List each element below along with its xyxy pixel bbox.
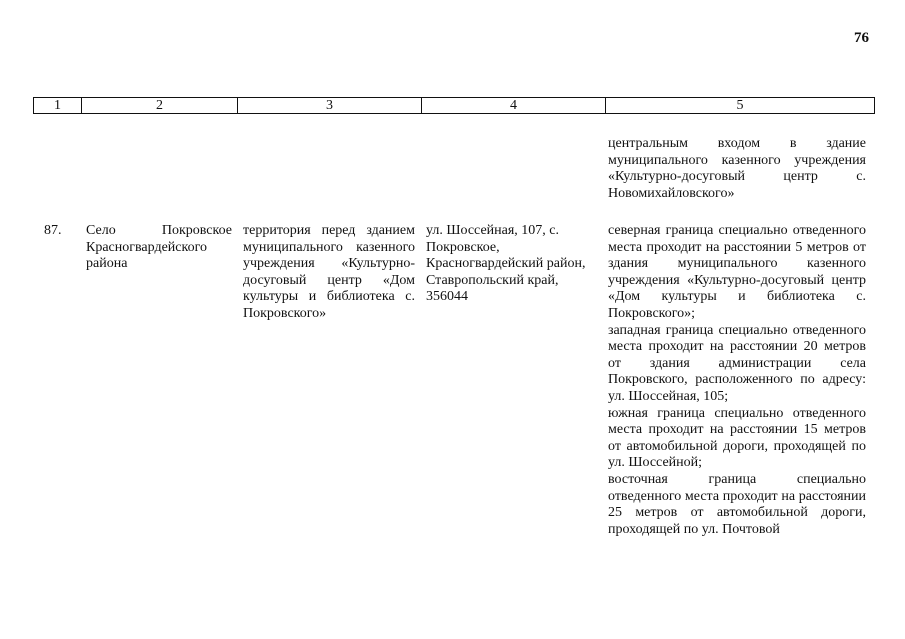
header-row	[34, 98, 875, 114]
column-number-header	[33, 97, 875, 114]
boundary-north: северная граница специально отведенного места проходит на расстоянии 5 метров от здания муниципального казенного учреждения «Культурно-досуговый центр «Дом культуры и библиотека с. Покровского»;	[608, 223, 866, 321]
boundaries-description	[608, 223, 866, 538]
boundary-west: западная граница специально отведенного места проходит на расстоянии 20 метров от здания администрации села Покровского, расположенного по адресу: ул. Шоссейная, 105;	[608, 322, 866, 404]
page-number: 76	[854, 30, 869, 46]
row-number: 87.	[44, 223, 62, 238]
header-col-1: 1	[34, 98, 82, 114]
header-col-5: 5	[606, 98, 875, 114]
continued-boundary-text: центральным входом в здание муниципального казенного учреждения «Культурно-досуговый центр с. Новомихайловского»	[608, 136, 866, 201]
boundary-east: восточная граница специально отведенного места проходит на расстоянии 25 метров от автомобильной дороги, проходящей по ул. Почтовой	[608, 471, 866, 537]
header-col-3: 3	[238, 98, 422, 114]
settlement-name: Село Покровское Красногвардейского района	[86, 223, 232, 272]
territory-description: территория перед зданием муниципального казенного учреждения «Культурно-досуговый центр «Дом культуры и библиотека с. Покровского»	[243, 223, 415, 321]
address: ул. Шоссейная, 107, с. Покровское, Красногвардейский район, Ставропольский край, 356044	[426, 223, 586, 305]
boundary-south: южная граница специально отведенного места проходит на расстоянии 15 метров от автомобильной дороги, проходящей по ул. Шоссейной;	[608, 405, 866, 471]
header-col-4: 4	[422, 98, 606, 114]
header-col-2: 2	[82, 98, 238, 114]
